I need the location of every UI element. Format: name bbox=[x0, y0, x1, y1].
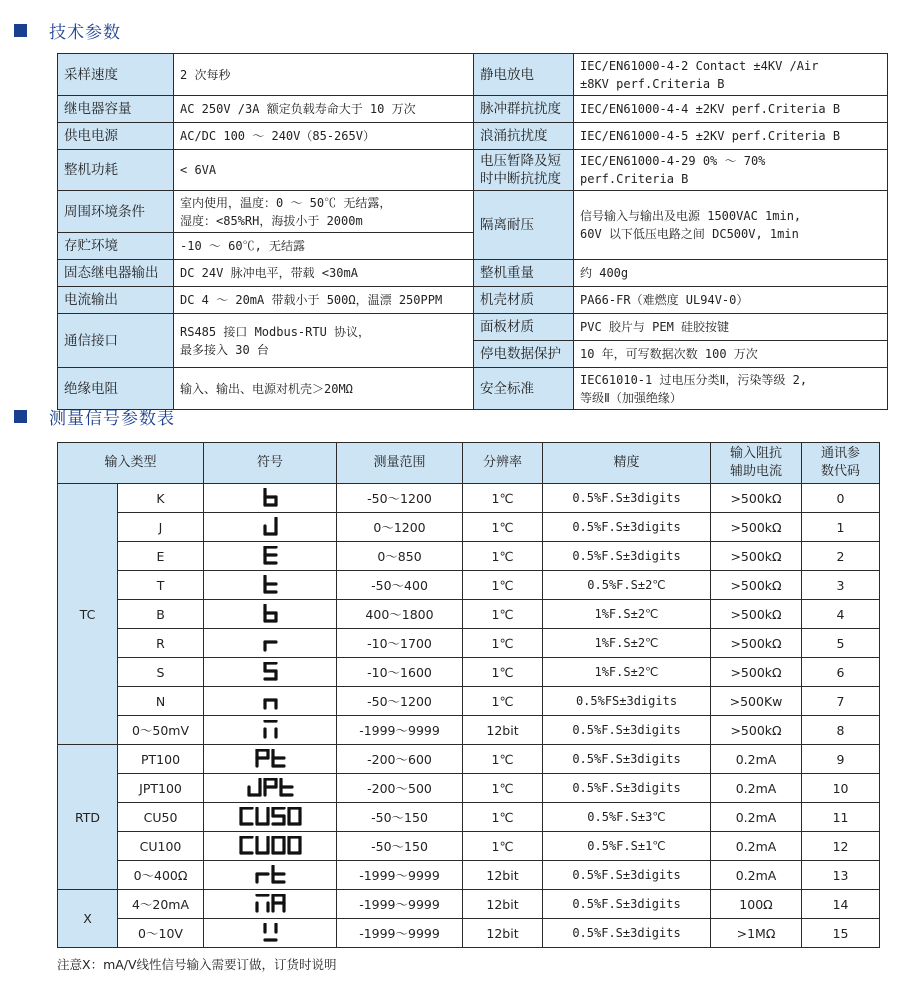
spec-key: 电流输出 bbox=[58, 287, 174, 314]
spec-value: DC 24V 脉冲电平，带载 <30mA bbox=[174, 260, 474, 287]
resolution-cell: 12bit bbox=[463, 919, 543, 948]
section-title: 测量信号参数表 bbox=[49, 409, 175, 429]
spec-row bbox=[58, 96, 888, 123]
input-type-cell: K bbox=[118, 484, 204, 513]
impedance-cell: >500kΩ bbox=[711, 716, 802, 745]
spec-key: 静电放电 bbox=[474, 54, 574, 96]
segment-symbol-icon bbox=[239, 836, 302, 856]
impedance-cell: >500kΩ bbox=[711, 542, 802, 571]
spec-value: 室内使用，温度：0 ～ 50℃ 无结露， 湿度：<85%RH，海拔小于 2000m bbox=[174, 191, 474, 233]
range-cell: -1999～9999 bbox=[337, 890, 463, 919]
resolution-cell: 1℃ bbox=[463, 832, 543, 861]
spec-key: 继电器容量 bbox=[58, 96, 174, 123]
column-header: 符号 bbox=[204, 443, 337, 484]
impedance-cell: 0.2mA bbox=[711, 803, 802, 832]
range-cell: -200～600 bbox=[337, 745, 463, 774]
accuracy-cell: 0.5%F.S±3digits bbox=[543, 542, 711, 571]
resolution-cell: 1℃ bbox=[463, 513, 543, 542]
spec-row bbox=[58, 123, 888, 150]
input-type-cell: 0～10V bbox=[118, 919, 204, 948]
table-row bbox=[58, 716, 880, 745]
range-cell: -10～1600 bbox=[337, 658, 463, 687]
table-row bbox=[58, 513, 880, 542]
code-cell: 13 bbox=[802, 861, 880, 890]
spec-key: 机壳材质 bbox=[474, 287, 574, 314]
spec-value: 信号输入与输出及电源 1500VAC 1min, 60V 以下低压电路之间 DC500V, 1min bbox=[574, 191, 888, 260]
symbol-cell bbox=[204, 774, 337, 803]
impedance-cell: >500kΩ bbox=[711, 484, 802, 513]
spec-row bbox=[58, 260, 888, 287]
input-type-cell: J bbox=[118, 513, 204, 542]
resolution-cell: 12bit bbox=[463, 861, 543, 890]
symbol-cell bbox=[204, 542, 337, 571]
input-type-cell: 4～20mA bbox=[118, 890, 204, 919]
table-row bbox=[58, 861, 880, 890]
resolution-cell: 1℃ bbox=[463, 774, 543, 803]
symbol-cell bbox=[204, 716, 337, 745]
spec-value: PVC 胶片与 PEM 硅胶按键 bbox=[574, 314, 888, 341]
range-cell: -10～1700 bbox=[337, 629, 463, 658]
resolution-cell: 1℃ bbox=[463, 600, 543, 629]
code-cell: 9 bbox=[802, 745, 880, 774]
code-cell: 3 bbox=[802, 571, 880, 600]
range-cell: 0～1200 bbox=[337, 513, 463, 542]
spec-value: RS485 接口 Modbus-RTU 协议， 最多接入 30 台 bbox=[174, 314, 474, 368]
spec-value: IEC/EN61000-4-29 0% ～ 70% perf.Criteria B bbox=[574, 150, 888, 191]
range-cell: -1999～9999 bbox=[337, 861, 463, 890]
range-cell: -50～400 bbox=[337, 571, 463, 600]
code-cell: 8 bbox=[802, 716, 880, 745]
input-type-cell: R bbox=[118, 629, 204, 658]
symbol-cell bbox=[204, 861, 337, 890]
resolution-cell: 1℃ bbox=[463, 629, 543, 658]
segment-symbol-icon bbox=[263, 691, 278, 711]
resolution-cell: 1℃ bbox=[463, 687, 543, 716]
range-cell: -50～1200 bbox=[337, 687, 463, 716]
table-row bbox=[58, 774, 880, 803]
input-type-cell: E bbox=[118, 542, 204, 571]
spec-key: 安全标准 bbox=[474, 368, 574, 410]
impedance-cell: >500kΩ bbox=[711, 513, 802, 542]
segment-symbol-icon bbox=[263, 575, 278, 595]
accuracy-cell: 0.5%F.S±3℃ bbox=[543, 803, 711, 832]
spec-key: 停电数据保护 bbox=[474, 341, 574, 368]
segment-symbol-icon bbox=[263, 720, 278, 740]
resolution-cell: 1℃ bbox=[463, 803, 543, 832]
spec-key: 面板材质 bbox=[474, 314, 574, 341]
code-cell: 11 bbox=[802, 803, 880, 832]
input-type-cell: S bbox=[118, 658, 204, 687]
resolution-cell: 12bit bbox=[463, 716, 543, 745]
range-cell: -50～1200 bbox=[337, 484, 463, 513]
section-title: 技术参数 bbox=[49, 23, 121, 43]
range-cell: -1999～9999 bbox=[337, 716, 463, 745]
group-label: TC bbox=[58, 484, 118, 745]
segment-symbol-icon bbox=[263, 604, 278, 624]
spec-key: 脉冲群抗扰度 bbox=[474, 96, 574, 123]
header-row bbox=[58, 443, 880, 484]
accuracy-cell: 0.5%FS±3digits bbox=[543, 687, 711, 716]
spec-value: PA66-FR（难燃度 UL94V-0） bbox=[574, 287, 888, 314]
section-heading-tech bbox=[14, 18, 121, 43]
impedance-cell: 0.2mA bbox=[711, 745, 802, 774]
tech-spec-table bbox=[57, 53, 888, 410]
input-type-cell: JPT100 bbox=[118, 774, 204, 803]
table-row bbox=[58, 919, 880, 948]
input-type-cell: N bbox=[118, 687, 204, 716]
resolution-cell: 1℃ bbox=[463, 484, 543, 513]
spec-row bbox=[58, 191, 888, 233]
table-row bbox=[58, 571, 880, 600]
spec-row bbox=[58, 54, 888, 96]
code-cell: 12 bbox=[802, 832, 880, 861]
segment-symbol-icon bbox=[263, 517, 278, 537]
code-cell: 6 bbox=[802, 658, 880, 687]
symbol-cell bbox=[204, 803, 337, 832]
range-cell: 400～1800 bbox=[337, 600, 463, 629]
column-header: 通讯参 数代码 bbox=[802, 443, 880, 484]
accuracy-cell: 0.5%F.S±3digits bbox=[543, 919, 711, 948]
impedance-cell: >1MΩ bbox=[711, 919, 802, 948]
code-cell: 1 bbox=[802, 513, 880, 542]
impedance-cell: >500kΩ bbox=[711, 600, 802, 629]
input-type-cell: CU50 bbox=[118, 803, 204, 832]
code-cell: 7 bbox=[802, 687, 880, 716]
segment-symbol-icon bbox=[255, 865, 286, 885]
resolution-cell: 1℃ bbox=[463, 571, 543, 600]
table-row bbox=[58, 484, 880, 513]
column-header: 精度 bbox=[543, 443, 711, 484]
table-row bbox=[58, 542, 880, 571]
measurement-table bbox=[57, 442, 880, 948]
input-type-cell: CU100 bbox=[118, 832, 204, 861]
spec-value: 约 400g bbox=[574, 260, 888, 287]
column-header: 输入阻抗 辅助电流 bbox=[711, 443, 802, 484]
table-row bbox=[58, 658, 880, 687]
accuracy-cell: 0.5%F.S±3digits bbox=[543, 513, 711, 542]
group-label: RTD bbox=[58, 745, 118, 890]
code-cell: 4 bbox=[802, 600, 880, 629]
table-row bbox=[58, 803, 880, 832]
spec-value: DC 4 ～ 20mA 带载小于 500Ω，温漂 250PPM bbox=[174, 287, 474, 314]
accuracy-cell: 0.5%F.S±1℃ bbox=[543, 832, 711, 861]
spec-key: 电压暂降及短 时中断抗扰度 bbox=[474, 150, 574, 191]
range-cell: -1999～9999 bbox=[337, 919, 463, 948]
input-type-cell: B bbox=[118, 600, 204, 629]
resolution-cell: 1℃ bbox=[463, 542, 543, 571]
accuracy-cell: 1%F.S±2℃ bbox=[543, 658, 711, 687]
spec-key: 绝缘电阻 bbox=[58, 368, 174, 410]
symbol-cell bbox=[204, 571, 337, 600]
table-row bbox=[58, 745, 880, 774]
segment-symbol-icon bbox=[255, 894, 286, 914]
segment-symbol-icon bbox=[263, 546, 278, 566]
square-bullet-icon bbox=[14, 410, 27, 423]
symbol-cell bbox=[204, 919, 337, 948]
symbol-cell bbox=[204, 687, 337, 716]
symbol-cell bbox=[204, 832, 337, 861]
spec-key: 通信接口 bbox=[58, 314, 174, 368]
input-type-cell: T bbox=[118, 571, 204, 600]
column-header: 输入类型 bbox=[58, 443, 204, 484]
spec-value: 输入、输出、电源对机壳＞20MΩ bbox=[174, 368, 474, 410]
code-cell: 15 bbox=[802, 919, 880, 948]
group-label: X bbox=[58, 890, 118, 948]
accuracy-cell: 0.5%F.S±3digits bbox=[543, 745, 711, 774]
code-cell: 2 bbox=[802, 542, 880, 571]
table-row bbox=[58, 629, 880, 658]
segment-symbol-icon bbox=[247, 778, 294, 798]
code-cell: 0 bbox=[802, 484, 880, 513]
column-header: 分辨率 bbox=[463, 443, 543, 484]
spec-row bbox=[58, 368, 888, 410]
impedance-cell: >500kΩ bbox=[711, 629, 802, 658]
spec-value: 10 年，可写数据次数 100 万次 bbox=[574, 341, 888, 368]
accuracy-cell: 0.5%F.S±3digits bbox=[543, 716, 711, 745]
spec-key: 整机功耗 bbox=[58, 150, 174, 191]
spec-key: 周围环境条件 bbox=[58, 191, 174, 233]
symbol-cell bbox=[204, 890, 337, 919]
segment-symbol-icon bbox=[263, 488, 278, 508]
range-cell: 0～850 bbox=[337, 542, 463, 571]
symbol-cell bbox=[204, 484, 337, 513]
table-row bbox=[58, 687, 880, 716]
accuracy-cell: 0.5%F.S±3digits bbox=[543, 861, 711, 890]
impedance-cell: 0.2mA bbox=[711, 832, 802, 861]
footnote: 注意X：mA/V线性信号输入需要订做，订货时说明 bbox=[57, 957, 337, 972]
spec-value: AC 250V /3A 额定负载寿命大于 10 万次 bbox=[174, 96, 474, 123]
impedance-cell: >500Kw bbox=[711, 687, 802, 716]
symbol-cell bbox=[204, 513, 337, 542]
symbol-cell bbox=[204, 745, 337, 774]
impedance-cell: >500kΩ bbox=[711, 658, 802, 687]
spec-key: 浪涌抗扰度 bbox=[474, 123, 574, 150]
resolution-cell: 1℃ bbox=[463, 745, 543, 774]
symbol-cell bbox=[204, 600, 337, 629]
accuracy-cell: 0.5%F.S±3digits bbox=[543, 484, 711, 513]
spec-key: 采样速度 bbox=[58, 54, 174, 96]
code-cell: 5 bbox=[802, 629, 880, 658]
impedance-cell: 100Ω bbox=[711, 890, 802, 919]
impedance-cell: 0.2mA bbox=[711, 861, 802, 890]
input-type-cell: 0～400Ω bbox=[118, 861, 204, 890]
spec-value: -10 ～ 60℃, 无结露 bbox=[174, 233, 474, 260]
spec-key: 存贮环境 bbox=[58, 233, 174, 260]
table-row bbox=[58, 890, 880, 919]
spec-value: IEC/EN61000-4-2 Contact ±4KV /Air ±8KV perf.Criteria B bbox=[574, 54, 888, 96]
symbol-cell bbox=[204, 658, 337, 687]
section-heading-measure bbox=[14, 404, 175, 429]
accuracy-cell: 0.5%F.S±3digits bbox=[543, 774, 711, 803]
spec-value: AC/DC 100 ～ 240V（85-265V） bbox=[174, 123, 474, 150]
code-cell: 14 bbox=[802, 890, 880, 919]
input-type-cell: 0～50mV bbox=[118, 716, 204, 745]
square-bullet-icon bbox=[14, 24, 27, 37]
spec-row bbox=[58, 287, 888, 314]
spec-key: 隔离耐压 bbox=[474, 191, 574, 260]
accuracy-cell: 0.5%F.S±3digits bbox=[543, 890, 711, 919]
range-cell: -200～500 bbox=[337, 774, 463, 803]
table-row bbox=[58, 600, 880, 629]
spec-value: IEC61010-1 过电压分类Ⅱ，污染等级 2, 等级Ⅱ（加强绝缘） bbox=[574, 368, 888, 410]
impedance-cell: 0.2mA bbox=[711, 774, 802, 803]
segment-symbol-icon bbox=[263, 633, 278, 653]
spec-row bbox=[58, 150, 888, 191]
resolution-cell: 1℃ bbox=[463, 658, 543, 687]
range-cell: -50～150 bbox=[337, 832, 463, 861]
spec-key: 固态继电器输出 bbox=[58, 260, 174, 287]
spec-value: < 6VA bbox=[174, 150, 474, 191]
spec-key: 整机重量 bbox=[474, 260, 574, 287]
spec-value: 2 次每秒 bbox=[174, 54, 474, 96]
segment-symbol-icon bbox=[263, 662, 278, 682]
spec-row bbox=[58, 314, 888, 341]
code-cell: 10 bbox=[802, 774, 880, 803]
impedance-cell: >500kΩ bbox=[711, 571, 802, 600]
accuracy-cell: 1%F.S±2℃ bbox=[543, 629, 711, 658]
spec-value: IEC/EN61000-4-4 ±2KV perf.Criteria B bbox=[574, 96, 888, 123]
range-cell: -50～150 bbox=[337, 803, 463, 832]
segment-symbol-icon bbox=[263, 923, 278, 943]
symbol-cell bbox=[204, 629, 337, 658]
resolution-cell: 12bit bbox=[463, 890, 543, 919]
spec-value: IEC/EN61000-4-5 ±2KV perf.Criteria B bbox=[574, 123, 888, 150]
input-type-cell: PT100 bbox=[118, 745, 204, 774]
spec-key: 供电电源 bbox=[58, 123, 174, 150]
accuracy-cell: 0.5%F.S±2℃ bbox=[543, 571, 711, 600]
segment-symbol-icon bbox=[239, 807, 302, 827]
column-header: 测量范围 bbox=[337, 443, 463, 484]
segment-symbol-icon bbox=[255, 749, 286, 769]
table-row bbox=[58, 832, 880, 861]
accuracy-cell: 1%F.S±2℃ bbox=[543, 600, 711, 629]
